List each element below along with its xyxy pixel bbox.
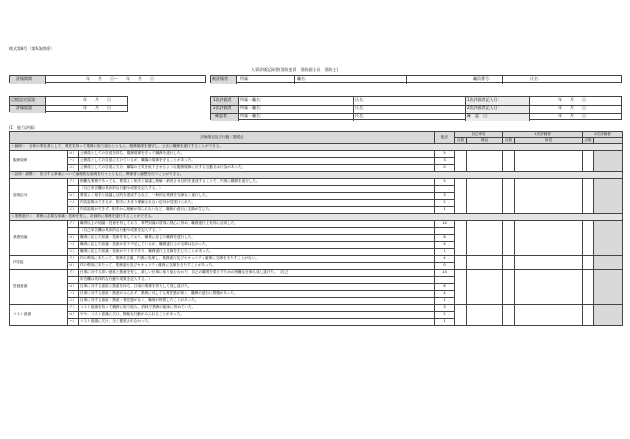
self-reason-cell[interactable] <box>467 179 503 214</box>
criteria-text: 仕事に対する意欲と熱意を持ち、日頃の業務を努力して成し遂げた。 <box>79 284 435 291</box>
first-opinion-cell[interactable] <box>515 270 583 305</box>
criteria-marker <box>68 277 79 284</box>
first-points-cell[interactable] <box>503 151 515 172</box>
criteria-text: 申告欄は具体的な行動や成果を記入する。） <box>79 277 435 284</box>
second-pts-header: 点数 <box>584 137 592 142</box>
criteria-text: 内容説明ができず、相手から理解が得られないなど、職務の遂行に支障が生じた。 <box>79 207 435 214</box>
criteria-marker: ロ） <box>68 235 79 242</box>
category-row <box>10 214 623 221</box>
second-header: 2次評価者 <box>583 132 623 138</box>
criteria-marker: ニ） <box>68 207 79 214</box>
score-header: 配点 <box>435 132 455 144</box>
item-name: 業務知識 <box>10 221 68 256</box>
item-name: 役割意識 <box>10 270 68 305</box>
criteria-text: 公務員としての自覚に欠けているが、職場の規律を守ることがあった。 <box>79 158 435 165</box>
evaluatee-dept[interactable]: 所属： <box>240 76 252 81</box>
criteria-points: 0 <box>435 165 455 172</box>
criteria-points: 0 <box>435 263 455 270</box>
self-reason-cell[interactable] <box>467 256 503 270</box>
criteria-text: 職責以上の知識・技術を有しており、専門知識の習得に熱心に努め、職務遂行上有効に活用した。 <box>79 221 435 228</box>
category-text: ＜倫理＞ 全体の奉仕者として、責任を持って業務に取り組むとともに、服務規律を遵守し、公正に職務を遂行することができる。 <box>10 144 623 151</box>
first-points-cell[interactable] <box>503 221 515 256</box>
criteria-marker: ハ） <box>68 319 79 326</box>
first-points-cell[interactable] <box>503 256 515 270</box>
criteria-marker: ハ） <box>68 291 79 298</box>
criteria-points: 8 <box>435 284 455 291</box>
criteria-marker: ロ） <box>68 284 79 291</box>
criteria-marker: イ） <box>68 256 79 263</box>
evaluator-date-0[interactable]: 年 月 日 <box>558 97 586 102</box>
evaluator-date-1[interactable]: 年 月 日 <box>558 105 586 110</box>
second-points-cell[interactable] <box>583 305 594 326</box>
criteria-text: 仕事に対する意欲・熱意がみられず、業務に対しても責任感が薄く、職務の遂行に問題があった。 <box>79 291 435 298</box>
criteria-marker <box>68 186 79 193</box>
evaluator-role-0: 1次評価者 <box>213 97 232 102</box>
first-opinion-cell[interactable] <box>515 179 583 214</box>
item-name: コスト意識 <box>10 305 68 326</box>
interview-date-label-1: 評価面談 <box>16 105 32 110</box>
criteria-marker: イ） <box>68 305 79 312</box>
criteria-text: やや、コスト意識に欠け、無駄な行動がみられることがあった。 <box>79 312 435 319</box>
criteria-points <box>435 186 455 193</box>
criteria-marker: ハ） <box>68 242 79 249</box>
second-points-cell[interactable] <box>583 256 594 270</box>
criteria-points: 3 <box>435 158 455 165</box>
evaluator-date-2[interactable]: 年 月 日 <box>558 113 586 118</box>
criteria-marker: ロ） <box>68 312 79 319</box>
criteria-text: 要領よく相手と協議し目的を達成するなど、一般的な業務を支障なく遂行した。 <box>79 193 435 200</box>
criteria-text: 職責に応じた知識・技術が若干不足しているが、職務遂行上の支障はなかった。 <box>79 242 435 249</box>
period-label: 評価期間 <box>16 76 32 81</box>
criteria-points <box>435 228 455 235</box>
second-points-cell[interactable] <box>583 221 594 256</box>
self-reason-cell[interactable] <box>467 305 503 326</box>
criteria-text: ITの利用にあたって、業務を正確、円滑に処理し、業務遂行及びセキュリティ確保に支障をきたすことがない。 <box>79 256 435 263</box>
evaluator-dept-2[interactable]: 所属・職名： <box>240 113 264 118</box>
self-reason-header: 理由 <box>467 138 503 144</box>
self-header: 自己申告 <box>455 132 503 138</box>
first-opinion-cell[interactable] <box>515 305 583 326</box>
criteria-text: 仕事に対する高い意欲と熱意を有し、新しい仕事に取り組むなかで、自己の職責を果たすための困難な仕事も成し遂げた。（自己 <box>79 270 435 277</box>
second-points-cell[interactable] <box>583 151 594 172</box>
criteria-row <box>10 305 623 312</box>
first-points-cell[interactable] <box>503 179 515 214</box>
evaluatee-label: 被評価者 <box>212 76 228 81</box>
self-reason-cell[interactable] <box>467 221 503 256</box>
criteria-points: 2 <box>435 200 455 207</box>
self-reason-cell[interactable] <box>467 151 503 172</box>
criteria-marker: ロ） <box>68 151 79 158</box>
criteria-marker: イ） <box>68 270 79 277</box>
first-opinion-header: 所見 <box>515 138 583 144</box>
self-reason-cell[interactable] <box>467 270 503 305</box>
criteria-text: 公務員としての自覚に欠け、職場の士気を低下させるような服務規律に反する言動又は行為があった。 <box>79 165 435 172</box>
criteria-marker: ロ） <box>68 193 79 200</box>
evaluation-table <box>9 131 623 326</box>
item-name: 説明応対 <box>10 179 68 214</box>
item-name: 服務規律 <box>10 151 68 172</box>
col-header: 評価項目及び行動／着眼点 <box>10 132 435 144</box>
second-blank-cell[interactable] <box>594 221 623 256</box>
first-opinion-cell[interactable] <box>515 256 583 270</box>
criteria-points: 5 <box>435 151 455 158</box>
criteria-text: 職責に応じた知識・技術を有しており、職責に応じた職務を遂行した。 <box>79 235 435 242</box>
first-points-cell[interactable] <box>503 270 515 305</box>
evaluator-name-1[interactable]: 氏名： <box>355 105 367 110</box>
evaluator-role-1: 2次評価者 <box>213 105 232 110</box>
first-pts-header: 点数 <box>503 138 515 144</box>
self-points-cell[interactable] <box>455 256 467 270</box>
section-title: (1 能力評価) <box>9 125 35 130</box>
criteria-text: 内容説明はできるが、相手にあまり理解されない応対が見受けられた。 <box>79 200 435 207</box>
second-blank-cell[interactable] <box>594 270 623 305</box>
period-value[interactable]: 年 月 日～ 年 月 日 <box>86 76 154 81</box>
evaluator-entry-0: 1次評価者記入日： <box>467 97 502 102</box>
first-points-cell[interactable] <box>503 305 515 326</box>
criteria-row <box>10 179 623 186</box>
criteria-points: 1 <box>435 207 455 214</box>
evaluator-entry-1: 2次評価者記入日： <box>467 105 502 110</box>
evaluator-role-2: 確認者 <box>215 113 227 118</box>
criteria-points: 14 <box>435 221 455 228</box>
second-blank-cell[interactable] <box>594 256 623 270</box>
self-points-cell[interactable] <box>455 305 467 326</box>
criteria-marker: イ） <box>68 221 79 228</box>
criteria-points: 2 <box>435 312 455 319</box>
criteria-text: （自己申告欄は具体的な行動や成果を記入する。） <box>79 186 435 193</box>
criteria-points: 8 <box>435 235 455 242</box>
form-title: 人事評価記録書(消防吏員 消防副士長 消防士) <box>251 67 339 72</box>
category-text: ＜業務遂行＞ 業務に必要な知識・技術を有し、計画的に業務を遂行することができる。 <box>10 214 623 221</box>
evaluator-entry-2: 確 認 日： <box>467 113 491 118</box>
category-text: ＜説明・調整＞ 担当する事案について論理的な説明を行うとともに、関係者と調整を行うことができる。 <box>10 172 623 179</box>
criteria-marker: ハ） <box>68 200 79 207</box>
first-opinion-cell[interactable] <box>515 151 583 172</box>
self-points-cell[interactable] <box>455 179 467 214</box>
criteria-marker <box>68 228 79 235</box>
interview-date-value-1[interactable]: 年 月 日 <box>83 105 111 110</box>
evaluatee-staff-no[interactable]: 職員番号： <box>473 76 493 81</box>
criteria-points: 3 <box>435 193 455 200</box>
criteria-marker: ハ） <box>68 158 79 165</box>
second-blank-cell[interactable] <box>594 151 623 172</box>
category-row <box>10 172 623 179</box>
criteria-points: 4 <box>435 256 455 263</box>
criteria-text: 公務員としての自覚を持ち、服務規律を守って職務を遂行した。 <box>79 151 435 158</box>
evaluator-name-2[interactable]: 氏名： <box>355 113 367 118</box>
evaluatee-row <box>210 75 622 83</box>
criteria-points: 4 <box>435 291 455 298</box>
criteria-marker: ニ） <box>68 298 79 305</box>
criteria-points: 5 <box>435 179 455 186</box>
criteria-row <box>10 256 623 263</box>
criteria-points: 4 <box>435 242 455 249</box>
criteria-text: コスト意識を持って職務に取り組み、消耗で業務の能率に努めていた。 <box>79 305 435 312</box>
criteria-row <box>10 270 623 277</box>
criteria-marker: イ） <box>68 179 79 186</box>
criteria-row <box>10 151 623 158</box>
criteria-marker: ニ） <box>68 165 79 172</box>
criteria-points: 14 <box>435 270 455 277</box>
self-pts-header: 点数 <box>455 138 467 144</box>
criteria-text: コスト意識に欠け、全く徹底されなかった。 <box>79 319 435 326</box>
criteria-points: 1 <box>435 249 455 256</box>
self-points-cell[interactable] <box>455 221 467 256</box>
second-points-cell[interactable] <box>583 179 594 214</box>
evaluator-dept-0[interactable]: 所属・職名： <box>240 97 264 102</box>
second-blank-cell[interactable] <box>594 305 623 326</box>
criteria-text: （自己申告欄は具体的な行動や成果を記入する。） <box>79 228 435 235</box>
criteria-marker: ニ） <box>68 249 79 256</box>
criteria-text: 職責に応じた知識・技術が不十分であり、職務遂行上支障を生じたことがあった。 <box>79 249 435 256</box>
criteria-points <box>435 277 455 284</box>
interview-date-value-0[interactable]: 年 月 日 <box>83 97 111 102</box>
self-points-cell[interactable] <box>455 270 467 305</box>
evaluatee-name[interactable]: 氏名： <box>530 76 542 81</box>
criteria-text: 仕事に対する意欲・熱意・責任感がなく、職責が停滞したことがあった。 <box>79 298 435 305</box>
criteria-points: 3 <box>435 305 455 312</box>
criteria-text: 困難な業務であっても、要領よく相手と協議し理解・納得させ目的を達成することで、円滑に職務を遂行した。 <box>79 179 435 186</box>
first-header: 1次評価者 <box>503 132 583 138</box>
interview-date-label-0: 目標設定面談 <box>11 97 35 102</box>
criteria-points: 1 <box>435 319 455 326</box>
item-name: IT技能 <box>10 256 68 270</box>
second-points-cell[interactable] <box>583 270 594 305</box>
second-blank-cell[interactable] <box>594 179 623 214</box>
evaluator-name-0[interactable]: 氏名： <box>355 97 367 102</box>
form-id: 様式第8号（第6条関係） <box>9 46 55 51</box>
criteria-points: 1 <box>435 298 455 305</box>
evaluator-dept-1[interactable]: 所属・職名： <box>240 105 264 110</box>
first-opinion-cell[interactable] <box>515 221 583 256</box>
criteria-row <box>10 221 623 228</box>
category-row <box>10 144 623 151</box>
evaluatee-position[interactable]: 職名： <box>297 76 309 81</box>
criteria-marker: ロ） <box>68 263 79 270</box>
self-points-cell[interactable] <box>455 151 467 172</box>
criteria-text: ITの利用にあたって、業務遂行及びセキュリティ確保に支障をきたすことがあった。 <box>79 263 435 270</box>
